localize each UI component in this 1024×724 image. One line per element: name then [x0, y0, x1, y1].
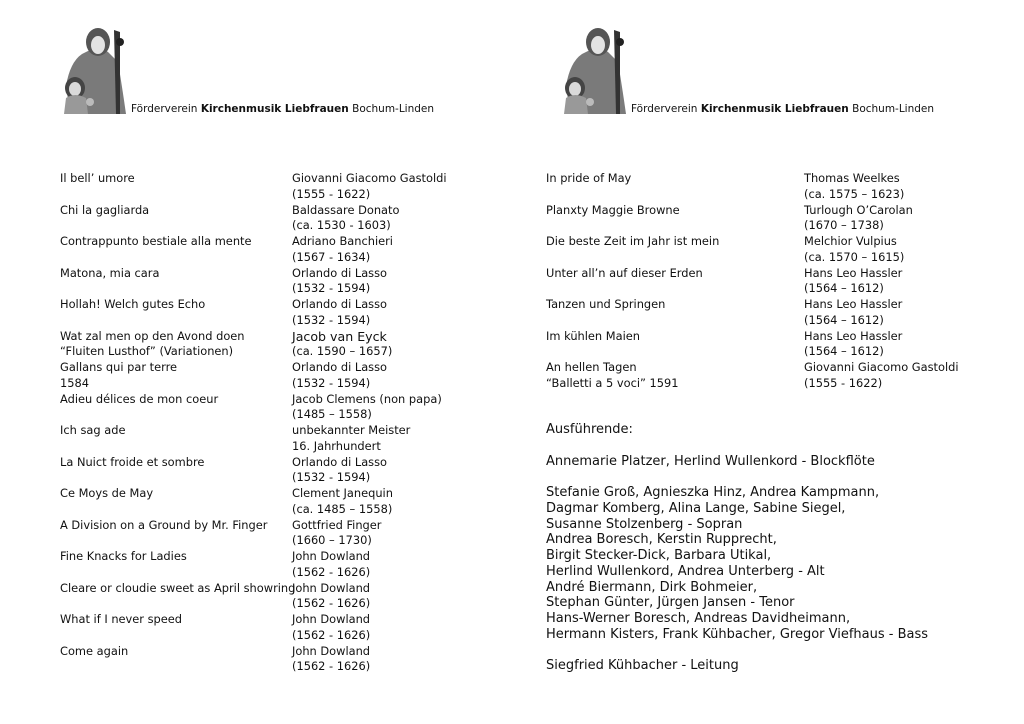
- performers-alto-line: Andrea Boresch, Kerstin Rupprecht,: [546, 532, 777, 548]
- piece-title: [60, 281, 295, 297]
- piece-composer: Hans Leo Hassler: [804, 297, 903, 311]
- piece-title: Hollah! Welch gutes Echo: [60, 297, 206, 311]
- organization-name: Förderverein Kirchenmusik Liebfrauen Bochum-Linden: [631, 103, 935, 115]
- piece-composer: Thomas Weelkes: [804, 171, 900, 185]
- performers-soprano-line: Dagmar Komberg, Alina Lange, Sabine Siegel,: [546, 500, 846, 516]
- piece-composer: (1562 - 1626): [292, 596, 371, 611]
- piece-title: Unter all’n auf dieser Erden: [546, 265, 703, 280]
- piece-title: Come again: [60, 643, 129, 658]
- performers-heading: Ausführende:: [546, 422, 633, 437]
- piece-composer: (1532 - 1594): [292, 375, 371, 390]
- piece-composer: Orlando di Lasso: [292, 297, 388, 311]
- piece-title: [60, 533, 295, 549]
- piece-composer: Gottfried Finger: [292, 517, 382, 532]
- piece-title: In pride of May: [546, 171, 632, 185]
- piece-composer: Orlando di Lasso: [292, 360, 388, 374]
- piece-title: Il bell’ umore: [60, 171, 135, 185]
- piece-title: [60, 187, 295, 203]
- piece-title: A Division on a Ground by Mr. Finger: [60, 517, 268, 532]
- piece-composer: (1564 – 1612): [804, 312, 884, 327]
- piece-composer: Adriano Banchieri: [292, 234, 393, 248]
- piece-title: Tanzen und Springen: [546, 297, 666, 311]
- piece-title: Fine Knacks for Ladies: [60, 549, 187, 563]
- piece-composer: Giovanni Giacomo Gastoldi: [804, 360, 959, 374]
- piece-title: Chi la gagliarda: [60, 202, 150, 217]
- piece-title: Im kühlen Maien: [546, 328, 640, 343]
- performers-bass-line: Hermann Kisters, Frank Kühbacher, Gregor Viefhaus - Bass: [546, 626, 929, 642]
- piece-title: [546, 250, 719, 266]
- piece-composer: Orlando di Lasso: [292, 454, 388, 469]
- piece-title: [546, 281, 719, 297]
- piece-title: [60, 470, 295, 486]
- piece-composer: Orlando di Lasso: [292, 265, 388, 280]
- right-program-titles: [546, 171, 719, 392]
- piece-composer: 16. Jahrhundert: [292, 438, 381, 453]
- piece-composer: (1555 - 1622): [804, 375, 883, 390]
- piece-title: [60, 596, 295, 612]
- piece-title: [60, 565, 295, 581]
- performers-leader: Siegfried Kühbacher - Leitung: [546, 658, 739, 674]
- piece-composer: Clement Janequin: [292, 486, 393, 500]
- piece-composer: Baldassare Donato: [292, 202, 400, 217]
- piece-composer: (1532 - 1594): [292, 470, 371, 485]
- piece-composer: Hans Leo Hassler: [804, 265, 903, 280]
- piece-title: Matona, mia cara: [60, 265, 160, 280]
- piece-composer: John Dowland: [292, 643, 371, 658]
- performers-alto-line: Birgit Stecker-Dick, Barbara Utikal,: [546, 548, 772, 563]
- performers-soprano-line: Susanne Stolzenberg - Sopran: [546, 516, 743, 532]
- piece-title: Contrappunto bestiale alla mente: [60, 234, 252, 248]
- piece-title: Wat zal men op den Avond doen: [60, 328, 245, 343]
- piece-title: “Fluiten Lusthof” (Variationen): [60, 344, 234, 359]
- piece-title: [60, 439, 295, 455]
- piece-title: La Nuict froide et sombre: [60, 454, 205, 469]
- piece-composer: (1660 – 1730): [292, 533, 372, 548]
- piece-composer: (ca. 1575 – 1623): [804, 186, 905, 201]
- piece-composer: Melchior Vulpius: [804, 234, 897, 248]
- piece-composer: Hans Leo Hassler: [804, 328, 903, 343]
- piece-composer: unbekannter Meister: [292, 423, 411, 437]
- piece-title: Ich sag ade: [60, 423, 126, 437]
- piece-title: Cleare or cloudie sweet as April showring: [60, 580, 296, 595]
- piece-composer: John Dowland: [292, 612, 371, 626]
- piece-title: 1584: [60, 375, 89, 390]
- piece-composer: Jacob van Eyck: [292, 328, 387, 344]
- piece-composer: (1555 - 1622): [292, 186, 371, 201]
- piece-composer: (ca. 1530 - 1603): [292, 218, 391, 233]
- performers-tenor-line: Stephan Günter, Jürgen Jansen - Tenor: [546, 595, 795, 611]
- piece-composer: John Dowland: [292, 549, 371, 563]
- piece-composer: (1564 – 1612): [804, 344, 884, 359]
- piece-title: [60, 628, 295, 644]
- piece-title: Planxty Maggie Browne: [546, 202, 680, 217]
- piece-composer: Turlough O’Carolan: [804, 202, 913, 217]
- madonna-with-child-statue-icon: [560, 26, 628, 114]
- right-program-composers: [804, 171, 959, 392]
- piece-title: Die beste Zeit im Jahr ist mein: [546, 234, 720, 248]
- madonna-with-child-statue-icon: [60, 26, 128, 114]
- piece-composer: (1564 – 1612): [804, 281, 884, 296]
- piece-title: [60, 407, 295, 423]
- piece-composer: (ca. 1590 – 1657): [292, 344, 393, 359]
- piece-composer: Jacob Clemens (non papa): [292, 391, 442, 406]
- piece-composer: (1532 - 1594): [292, 312, 371, 327]
- piece-title: Ce Moys de May: [60, 486, 154, 500]
- organization-name: Förderverein Kirchenmusik Liebfrauen Bochum-Linden: [131, 103, 435, 115]
- performers-flute: Annemarie Platzer, Herlind Wullenkord - Blockflöte: [546, 453, 875, 469]
- piece-title: [60, 659, 295, 675]
- piece-title: [60, 502, 295, 518]
- performers-soprano-line: Stefanie Groß, Agnieszka Hinz, Andrea Kampmann,: [546, 485, 880, 500]
- performers-bass-line: Hans-Werner Boresch, Andreas Davidheimann,: [546, 611, 851, 626]
- piece-composer: (1532 - 1594): [292, 281, 371, 296]
- left-program-titles: [60, 171, 295, 675]
- piece-composer: Giovanni Giacomo Gastoldi: [292, 171, 447, 185]
- piece-composer: (1562 - 1626): [292, 564, 371, 579]
- piece-title: Adieu délices de mon coeur: [60, 391, 219, 406]
- piece-title: [546, 218, 719, 234]
- piece-composer: (1670 – 1738): [804, 218, 884, 233]
- piece-composer: (1562 - 1626): [292, 659, 371, 674]
- performers-section: [546, 422, 928, 674]
- performers-tenor-line: André Biermann, Dirk Bohmeier,: [546, 579, 758, 595]
- piece-composer: (1485 – 1558): [292, 407, 372, 422]
- piece-composer: (1562 - 1626): [292, 627, 371, 642]
- piece-title: [546, 187, 719, 203]
- piece-title: [546, 313, 719, 329]
- piece-composer: (ca. 1485 – 1558): [292, 501, 393, 516]
- piece-title: What if I never speed: [60, 612, 183, 626]
- piece-title: [546, 344, 719, 360]
- performers-alto-line: Herlind Wullenkord, Andrea Unterberg - Alt: [546, 563, 825, 579]
- left-program-composers: [292, 171, 447, 675]
- piece-title: Gallans qui par terre: [60, 360, 178, 374]
- piece-composer: (ca. 1570 – 1615): [804, 249, 905, 264]
- piece-composer: John Dowland: [292, 580, 371, 595]
- piece-title: “Balletti a 5 voci” 1591: [546, 375, 679, 390]
- piece-title: [60, 218, 295, 234]
- piece-title: [60, 250, 295, 266]
- piece-title: An hellen Tagen: [546, 360, 637, 374]
- piece-composer: (1567 - 1634): [292, 249, 371, 264]
- piece-title: [60, 313, 295, 329]
